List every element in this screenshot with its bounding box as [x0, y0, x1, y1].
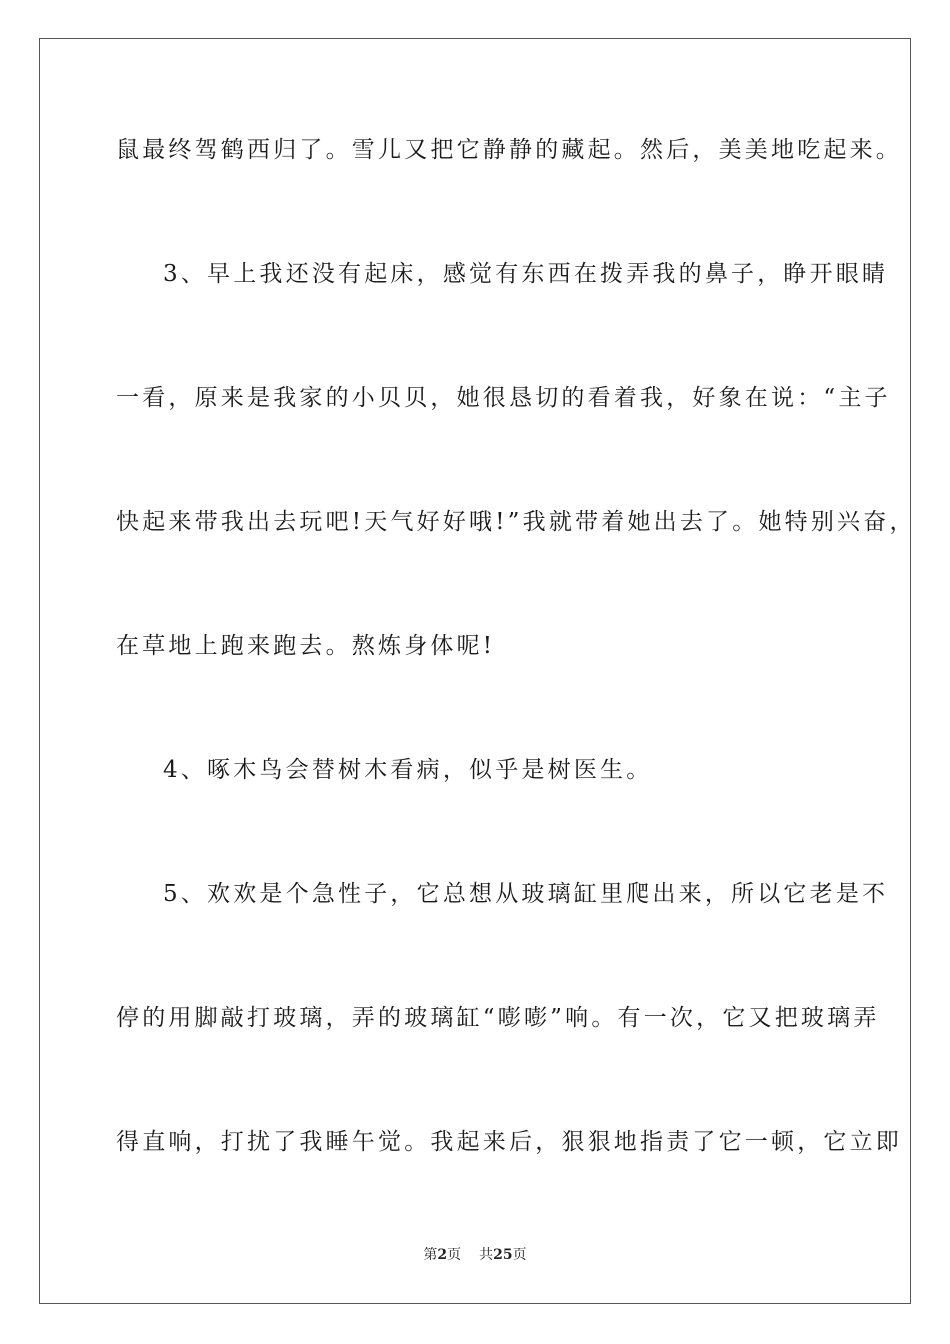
- text-line-1: 鼠最终驾鹤西归了。雪儿又把它静静的藏起。然后，美美地吃起来。: [116, 137, 902, 163]
- text-line-7: 5、欢欢是个急性子，它总想从玻璃缸里爬出来，所以它老是不: [163, 881, 889, 907]
- text-line-2: 3、早上我还没有起床，感觉有东西在拨弄我的鼻子，睁开眼睛: [163, 261, 889, 287]
- page-current: 2: [437, 1247, 448, 1263]
- total-prefix: 共: [479, 1247, 494, 1263]
- text-line-4: 快起来带我出去玩吧!天气好好哦!”我就带着她出去了。她特别兴奋，: [116, 509, 916, 535]
- page-total: 25: [493, 1247, 513, 1263]
- text-line-5: 在草地上跑来跑去。熬炼身体呢!: [116, 633, 496, 659]
- page-border: [39, 38, 916, 1304]
- text-line-9: 得直响，打扰了我睡午觉。我起来后，狠狠地指责了它一顿，它立即: [116, 1129, 902, 1155]
- page-prefix: 第: [423, 1247, 438, 1263]
- text-line-6: 4、啄木鸟会替树木看病，似乎是树医生。: [163, 757, 653, 783]
- text-line-8: 停的用脚敲打玻璃，弄的玻璃缸“嘭嘭”响。有一次，它又把玻璃弄: [116, 1005, 880, 1031]
- total-unit: 页: [512, 1247, 527, 1263]
- text-line-3: 一看，原来是我家的小贝贝，她很恳切的看着我，好象在说：“主子: [116, 385, 891, 411]
- page-footer: [0, 1246, 950, 1264]
- page-unit: 页: [447, 1247, 462, 1263]
